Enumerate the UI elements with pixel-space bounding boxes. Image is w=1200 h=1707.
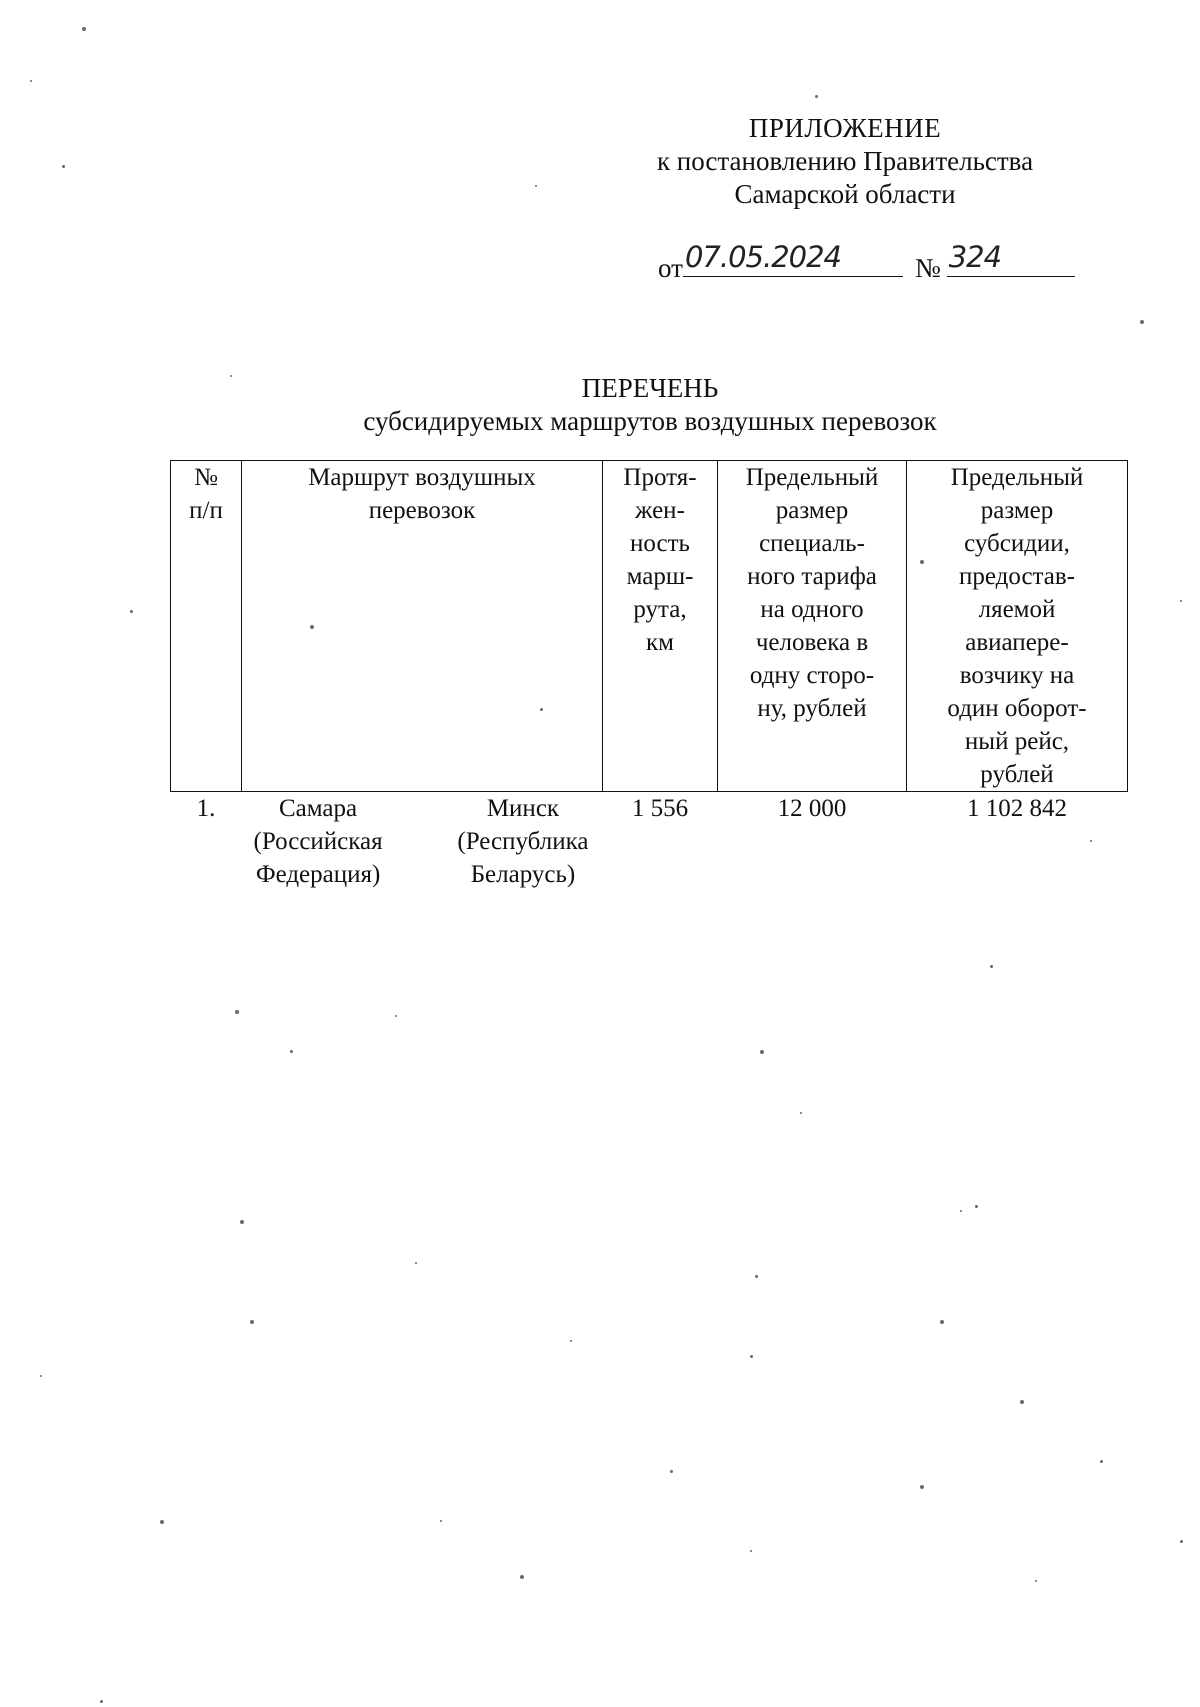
- route-from: Самара (Российская Федерация): [253, 795, 383, 888]
- heading-title: ПЕРЕЧЕНЬ: [581, 373, 719, 403]
- header-tariff: Предельный размер специаль- ного тарифа на одного человека в одну сторо- ну, рублей: [718, 461, 907, 792]
- scan-speck: [130, 610, 133, 613]
- scan-speck: [240, 1220, 244, 1224]
- scan-speck: [82, 27, 86, 31]
- scan-speck: [520, 1575, 524, 1579]
- scan-speck: [1100, 1460, 1103, 1463]
- scan-speck: [100, 1700, 103, 1703]
- handwritten-number: 324: [948, 240, 1002, 274]
- scan-speck: [540, 708, 543, 711]
- number-field: [947, 240, 1075, 277]
- appendix-line-1: к постановлению Правительства: [656, 146, 1034, 176]
- scan-speck: [800, 1112, 802, 1114]
- header-length: Протя- жен- ность марш- рута, км: [603, 461, 718, 792]
- scan-speck: [250, 1320, 254, 1324]
- scan-speck: [920, 560, 924, 564]
- route-to: Минск (Республика Беларусь): [457, 795, 589, 888]
- header-route: Маршрут воздушных перевозок: [242, 461, 603, 792]
- scan-speck: [40, 1375, 42, 1377]
- handwritten-date: 07.05.2024: [684, 240, 841, 274]
- scan-speck: [310, 625, 314, 629]
- scan-speck: [395, 1015, 397, 1017]
- scan-speck: [960, 1210, 962, 1212]
- appendix-title: ПРИЛОЖЕНИЕ: [748, 113, 942, 143]
- scan-speck: [940, 1320, 944, 1324]
- date-field: [683, 240, 903, 277]
- scan-speck: [1020, 1400, 1024, 1404]
- appendix-block: [620, 112, 1070, 211]
- scan-speck: [990, 965, 993, 968]
- header-subsidy: Предельный размер субсидии, предостав- ляемой авиапере- возчику на один оборот- ный рейс, рублей: [907, 461, 1128, 792]
- scan-speck: [1180, 1540, 1183, 1543]
- scan-speck: [160, 1520, 164, 1524]
- scan-speck: [1035, 1580, 1037, 1582]
- number-label: №: [914, 253, 941, 283]
- scan-speck: [1090, 840, 1092, 842]
- row-length: 1 556: [631, 795, 689, 822]
- scan-speck: [415, 1262, 417, 1264]
- scan-speck: [535, 185, 537, 187]
- scan-speck: [235, 1010, 239, 1014]
- scan-speck: [755, 1275, 758, 1278]
- scan-speck: [815, 95, 818, 98]
- scan-speck: [975, 1205, 978, 1208]
- table-header-row: [171, 461, 1128, 792]
- scan-speck: [440, 1520, 442, 1522]
- scan-speck: [920, 1485, 924, 1489]
- scan-speck: [62, 165, 65, 168]
- scan-speck: [670, 1470, 673, 1473]
- scan-speck: [760, 1050, 764, 1054]
- header-num: № п/п: [171, 461, 242, 792]
- scan-speck: [570, 1340, 572, 1342]
- scan-speck: [750, 1550, 752, 1552]
- row-subsidy: 1 102 842: [967, 795, 1067, 822]
- list-heading: [320, 372, 980, 438]
- table-row: [171, 792, 1128, 892]
- scan-speck: [30, 80, 32, 82]
- scan-speck: [290, 1050, 293, 1053]
- row-tariff: 12 000: [777, 795, 847, 822]
- routes-table: [170, 460, 1128, 891]
- scan-speck: [750, 1355, 753, 1358]
- scan-speck: [1140, 320, 1144, 324]
- appendix-line-2: Самарской области: [734, 179, 956, 209]
- from-label: от: [658, 253, 683, 283]
- row-num: 1.: [196, 795, 216, 822]
- scan-speck: [1180, 600, 1182, 602]
- row-route: [242, 792, 603, 892]
- heading-subtitle: субсидируемых маршрутов воздушных перевозок: [363, 406, 937, 436]
- document-reference: [658, 240, 1075, 283]
- scan-speck: [230, 375, 232, 377]
